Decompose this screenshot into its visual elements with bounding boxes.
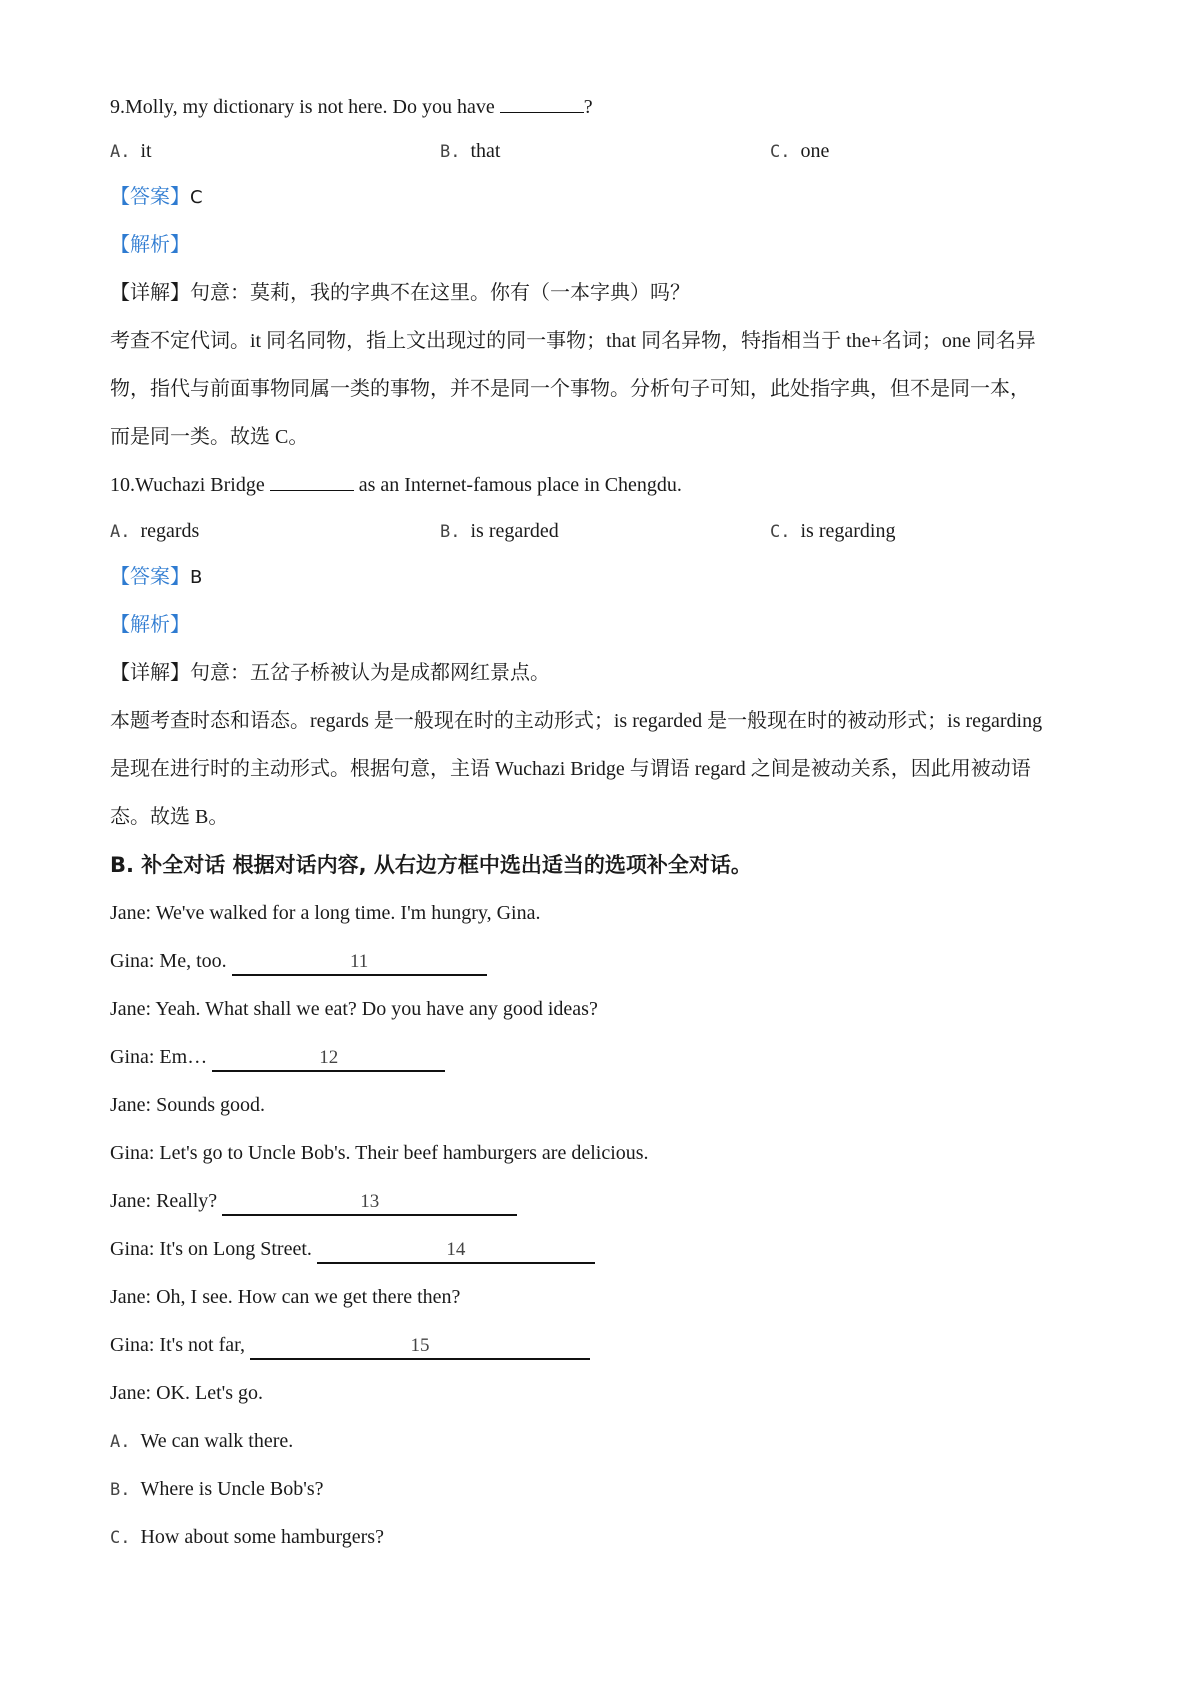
- option-letter: A.: [110, 142, 131, 162]
- option-text: is regarding: [800, 520, 896, 542]
- dialogue-text: Jane: Really?: [110, 1190, 223, 1212]
- option-text: it: [140, 140, 152, 162]
- option-letter: C.: [770, 142, 791, 162]
- q9-option-b: [440, 137, 500, 166]
- q9-analysis-tag: 【解析】: [110, 234, 190, 256]
- blank-14: 14: [317, 1238, 595, 1264]
- option-letter: B.: [110, 1480, 131, 1500]
- q9-explanation-line-3: 而是同一类。故选 C。: [110, 426, 309, 448]
- option-letter: C.: [110, 1528, 131, 1548]
- q10-detail: 【详解】句意：五岔子桥被认为是成都网红景点。: [110, 662, 550, 684]
- dialogue-line-6: Gina: Let's go to Uncle Bob's. Their beef hamburgers are delicious.: [110, 1142, 649, 1164]
- blank-15: 15: [250, 1334, 590, 1360]
- dialogue-text: Gina: Em…: [110, 1046, 213, 1068]
- option-text: is regarded: [470, 520, 559, 542]
- section-b-option-c: [110, 1523, 384, 1552]
- q10-explanation-line-3: 态。故选 B。: [110, 806, 229, 828]
- dialogue-line-11: Jane: OK. Let's go.: [110, 1382, 264, 1404]
- section-b-option-a: [110, 1427, 293, 1456]
- blank-13: 13: [222, 1190, 517, 1216]
- q10-explanation-line-2: 是现在进行时的主动形式。根据句意，主语 Wuchazi Bridge 与谓语 regard 之间是被动关系，因此用被动语: [110, 758, 1031, 780]
- q10-answer: [110, 563, 202, 592]
- dialogue-line-3: Jane: Yeah. What shall we eat? Do you have any good ideas?: [110, 998, 598, 1020]
- option-text: one: [800, 140, 830, 162]
- answer-tag: 【答案】: [110, 566, 190, 588]
- dialogue-line-9: Jane: Oh, I see. How can we get there then?: [110, 1286, 461, 1308]
- q10-stem-end: as an Internet-famous place in Chengdu.: [353, 474, 682, 496]
- q9-answer: [110, 183, 203, 212]
- option-text: that: [470, 140, 501, 162]
- blank-11: 11: [232, 950, 487, 976]
- dialogue-line-4: [110, 1043, 445, 1072]
- option-text: How about some hamburgers?: [140, 1526, 384, 1548]
- dialogue-line-7: [110, 1187, 517, 1216]
- option-text: Where is Uncle Bob's?: [140, 1478, 324, 1500]
- q9-stem-end: ?: [583, 96, 593, 118]
- blank-12: 12: [212, 1046, 445, 1072]
- dialogue-text: Gina: It's on Long Street.: [110, 1238, 317, 1260]
- q9-option-c: [770, 137, 829, 166]
- section-b-option-b: [110, 1475, 323, 1504]
- q10-option-b: [440, 517, 559, 546]
- answer-value: C: [190, 187, 203, 208]
- q10-option-a: [110, 517, 199, 546]
- dialogue-line-8: [110, 1235, 595, 1264]
- answer-value: B: [190, 567, 203, 588]
- q9-option-a: [110, 137, 152, 166]
- q10-stem-text: 10.Wuchazi Bridge: [110, 474, 270, 496]
- option-letter: B.: [440, 522, 461, 542]
- dialogue-line-1: Jane: We've walked for a long time. I'm hungry, Gina.: [110, 902, 541, 924]
- q10-explanation-line-1: 本题考查时态和语态。regards 是一般现在时的主动形式；is regarded 是一般现在时的被动形式；is regarding: [110, 710, 1043, 732]
- q9-detail: 【详解】句意：莫莉，我的字典不在这里。你有（一本字典）吗？: [110, 282, 690, 304]
- q9-stem: [110, 93, 593, 121]
- option-text: regards: [140, 520, 200, 542]
- section-b-heading: B. 补全对话 根据对话内容, 从右边方框中选出适当的选项补全对话。: [110, 853, 752, 877]
- dialogue-line-5: Jane: Sounds good.: [110, 1094, 265, 1116]
- dialogue-line-2: [110, 947, 487, 976]
- dialogue-text: Gina: It's not far,: [110, 1334, 250, 1356]
- q9-explanation-line-2: 物，指代与前面事物同属一类的事物，并不是同一个事物。分析句子可知，此处指字典，但不是同一本，: [110, 378, 1030, 400]
- q9-stem-text: 9.Molly, my dictionary is not here. Do you have: [110, 96, 500, 118]
- q9-blank: [500, 94, 584, 113]
- dialogue-line-10: [110, 1331, 590, 1360]
- q10-stem: [110, 471, 682, 499]
- q9-explanation-line-1: 考查不定代词。it 同名同物，指上文出现过的同一事物；that 同名异物，特指相当于 the+名词；one 同名异: [110, 330, 1036, 352]
- option-text: We can walk there.: [140, 1430, 294, 1452]
- option-letter: A.: [110, 522, 131, 542]
- dialogue-text: Gina: Me, too.: [110, 950, 232, 972]
- option-letter: A.: [110, 1432, 131, 1452]
- q10-blank: [270, 472, 354, 491]
- answer-tag: 【答案】: [110, 186, 190, 208]
- option-letter: C.: [770, 522, 791, 542]
- q10-analysis-tag: 【解析】: [110, 614, 190, 636]
- q10-option-c: [770, 517, 895, 546]
- option-letter: B.: [440, 142, 461, 162]
